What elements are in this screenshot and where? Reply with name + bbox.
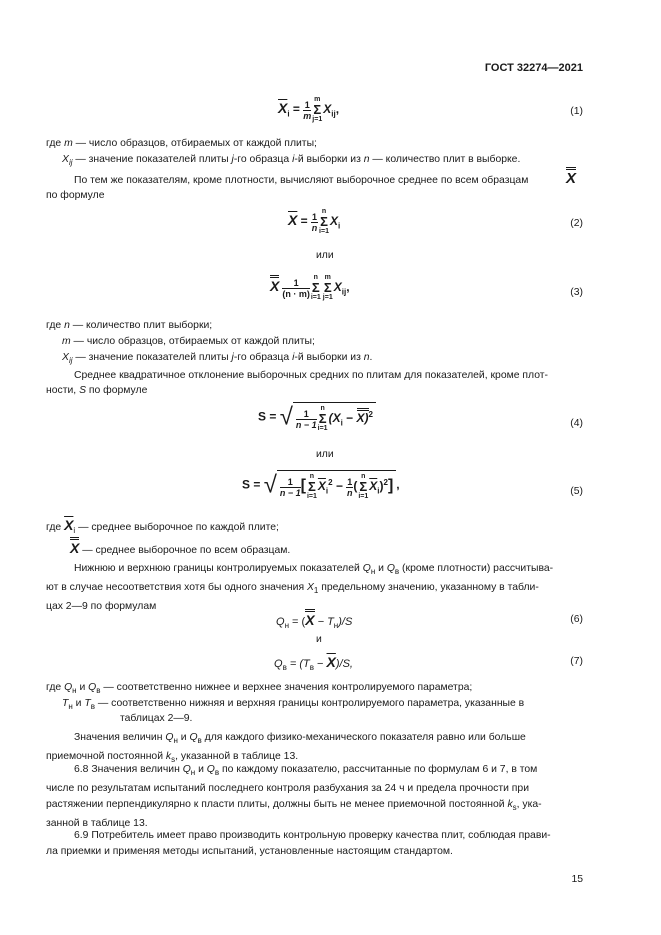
def-x-dbar: X — среднее выборочное по всем образцам. <box>70 540 290 559</box>
formula-3-number: (3) <box>570 287 583 298</box>
paragraph-6-9: 6.9 Потребитель имеет право производить контрольную проверку качества плит, соблюдая прави- ла приемки и применяя методы испытаний, установленные настоящим стандартом. <box>46 830 551 857</box>
formula-2-number: (2) <box>570 218 583 229</box>
standard-header: ГОСТ 32274—2021 <box>484 62 583 74</box>
formula-7-number: (7) <box>570 656 583 667</box>
formula-6-number: (6) <box>570 614 583 625</box>
formula-1: $\overline{X}_i$ = $\frac{1}{m}$ m Σ $j=1X_{ij}$, <box>278 96 340 123</box>
def-t: $T_н$ и $T_в$ — соответственно нижняя и верхняя границы контролируемого параметра, указанные в <box>62 698 525 712</box>
or-2: или <box>316 449 334 460</box>
def-m: где m — число образцов, отбираемых от каждой плиты; <box>46 138 317 149</box>
formula-4-number: (4) <box>570 418 583 429</box>
page-number: 15 <box>571 874 583 885</box>
formula-1-number: (1) <box>570 106 583 117</box>
def-t-cont: таблицах 2—9. <box>120 713 193 724</box>
and-text: и <box>316 634 322 645</box>
paragraph-mean-cont: по формуле <box>46 190 105 201</box>
def-xij: $X_{ij}$ — значение показателей плиты j-го образца i-й выборки из n — количество плит в выборке. <box>62 154 521 168</box>
def-m2: m — число образцов, отбираемых от каждой плиты; <box>62 336 315 347</box>
def-xi-bar: где $\overline{X}_i$ — среднее выборочное по каждой плите; <box>46 517 279 536</box>
paragraph-std-cont: ности, S по формуле <box>46 385 148 396</box>
formula-5-number: (5) <box>570 486 583 497</box>
formula-3: X $\frac{1}{(n \cdot m)}$ n Σ i=1m Σ $j=1X_{ij}$, <box>270 274 350 301</box>
def-q: где $Q_н$ и $Q_в$ — соответственно нижнее и верхнее значения контролируемого параметра; <box>46 682 473 696</box>
def-xij2: $X_{ij}$ — значение показателей плиты j-го образца i-й выборки из n. <box>62 352 373 366</box>
formula-4: S = √ $\frac{1}{n - 1}$ n Σ $i=1(X_i - X)^2$ <box>258 402 376 433</box>
def-n: где n — количество плит выборки; <box>46 320 213 331</box>
paragraph-bounds: Нижнюю и верхнюю границы контролируемых показателей $Q_н$ и $Q_в$ (кроме плотности) рассчитыва- ют в случае несоответствия хотя бы одного значения $X_1$ предельному значению, указанному в табли- цах 2—9 по формулам <box>46 563 554 613</box>
formula-2: $\overline{X}$ = $\frac{1}{n}$ n Σ $i=1X_i$ <box>288 208 341 235</box>
formula-7: $Q_в = (T_в - \overline{X})/S$, <box>274 654 353 673</box>
paragraph-mean: По тем же показателям, кроме плотности, вычисляют выборочное среднее по всем образцам <box>74 175 529 186</box>
or-1: или <box>316 250 334 261</box>
x-double-bar-symbol: X <box>566 170 576 187</box>
paragraph-std: Среднее квадратичное отклонение выборочных средних по плитам для показателей, кроме плот- <box>74 370 548 381</box>
formula-5: S = √ $\frac{1}{n - 1}$ [n Σ $i=1\overline{X}_i^2$ − $\frac{1}{n}$ (n Σ $i=1\overline{X}_i)^2$] , <box>242 471 400 500</box>
paragraph-q-values: Значения величин $Q_н$ и $Q_в$ для каждого физико-механического показателя равно или больше приемочной постоянной $k_s$, указанной в таблице 13. <box>46 732 526 765</box>
formula-6: $Q_н = (X - T_н)/S$ <box>276 612 352 630</box>
paragraph-6-8: 6.8 Значения величин $Q_н$ и $Q_в$ по каждому показателю, рассчитанные по формулам 6 и 7, в том числе по результатам испытаний последнего контроля разбухания за 24 ч и предела прочности при растяжении перпендикулярно к пласти плиты, должны быть не менее приемочной постоянной $k_s$, ука- занной в таблице 13. <box>46 764 542 830</box>
